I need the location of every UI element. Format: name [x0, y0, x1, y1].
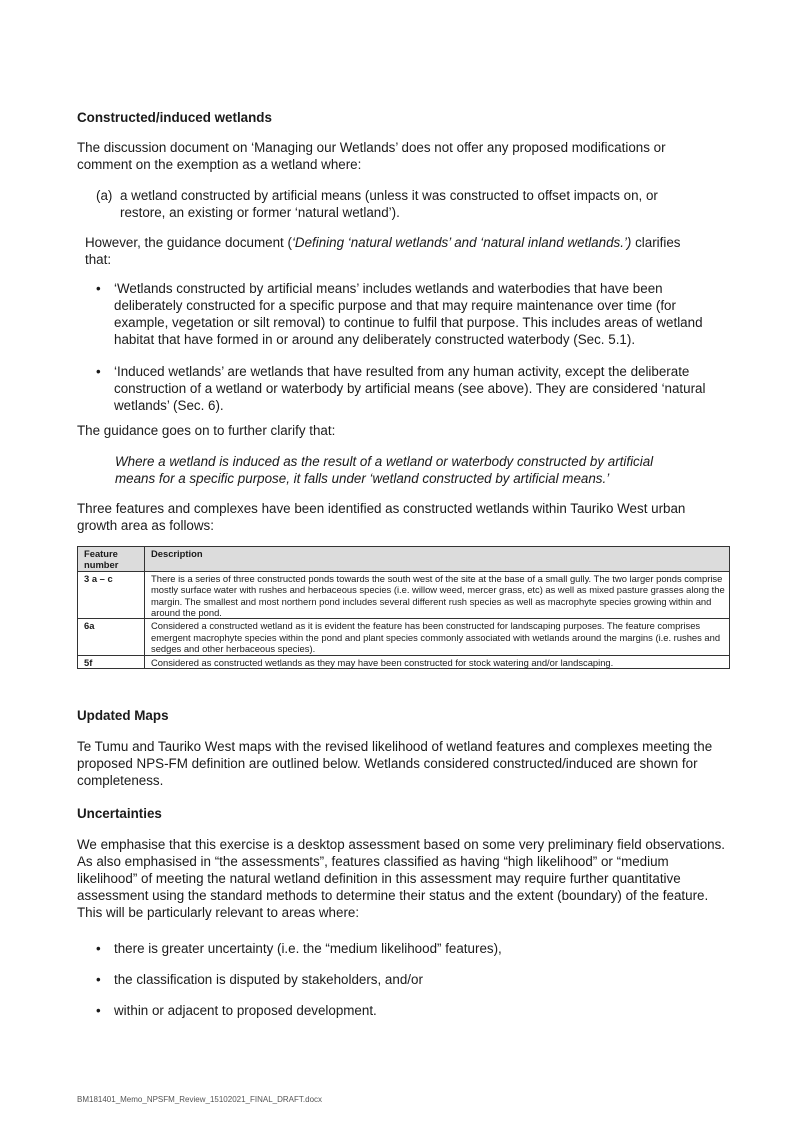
table-row — [78, 619, 730, 655]
table-row — [78, 655, 730, 668]
guidance-quote: Where a wetland is induced as the result of a wetland or waterbody constructed by artificial means for a specific purpose, it falls under ‘wetland constructed by artificial means.’ — [115, 454, 654, 486]
table-row — [78, 571, 730, 619]
header-description: Description — [145, 547, 730, 572]
uncertainties-paragraph: We emphasise that this exercise is a desktop assessment based on some very preliminary field observations. As also emphasised in “the assessments”, features classified as having “high likelihood” or “medium likelihood” of meeting the natural wetland definition in this assessment may require further quantitative assessment using the standard methods to determine their status and the extent (boundary) of the feature. This will be particularly relevant to areas where: — [77, 837, 726, 920]
description-cell: Considered a constructed wetland as it is evident the feature has been constructed for landscaping purposes. The feature comprises emergent macrophyte species within the pond and plant species commonly associated with wetlands around the margins (i.e. rushes and sedges and other herbaceous species). — [145, 619, 730, 655]
enum-marker: (a) — [96, 188, 113, 203]
bullet-icon: • — [96, 941, 101, 956]
section-heading-constructed-wetlands: Constructed/induced wetlands — [77, 110, 272, 125]
definition-bullet-list — [77, 280, 707, 414]
guidance-document-title: ‘Defining ‘natural wetlands’ and ‘natural inland wetlands.’) — [291, 235, 632, 250]
list-item — [77, 363, 707, 414]
document-footer-filename: BM181401_Memo_NPSFM_Review_15102021_FINAL_DRAFT.docx — [77, 1095, 323, 1104]
clarify-paragraph: The guidance goes on to further clarify that: — [77, 423, 336, 438]
guidance-pre: However, the guidance document ( — [85, 235, 292, 250]
bullet-text: ‘Induced wetlands’ are wetlands that have resulted from any human activity, except the deliberate construction of a wetland or waterbody by artificial means (see above). They are considered ‘natural wetlands’ (Sec. 6). — [114, 364, 706, 413]
list-item — [77, 940, 707, 957]
bullet-icon: • — [96, 281, 101, 296]
list-item — [77, 280, 707, 348]
bullet-icon: • — [96, 364, 101, 379]
description-cell: There is a series of three constructed ponds towards the south west of the site at the base of a small gully. The two larger ponds comprise mostly surface water with rushes and herbaceous species (i.e. willow weed, mercer grass, etc) as well as mixed pasture grasses along the margin. The smallest and most northern pond includes several different rush species as well as macrophyte species growing within and around the pond. — [145, 571, 730, 619]
bullet-text: there is greater uncertainty (i.e. the “medium likelihood” features), — [114, 941, 502, 956]
enumerated-item-a — [96, 187, 676, 221]
constructed-wetlands-table — [77, 546, 730, 669]
bullet-icon: • — [96, 1003, 101, 1018]
enum-text: a wetland constructed by artificial means (unless it was constructed to offset impacts on, or restore, an existing or former ‘natural wetland’). — [120, 188, 658, 220]
guidance-paragraph — [85, 234, 705, 268]
table-header-row — [78, 547, 730, 572]
section-heading-uncertainties: Uncertainties — [77, 806, 162, 821]
description-cell: Considered as constructed wetlands as they may have been constructed for stock watering and/or landscaping. — [145, 655, 730, 668]
guidance-post: clarifies that: — [85, 235, 681, 267]
list-item — [77, 1002, 707, 1019]
bullet-icon: • — [96, 972, 101, 987]
bullet-text: the classification is disputed by stakeholders, and/or — [114, 972, 423, 987]
feature-number-cell: 3 a – c — [78, 571, 145, 619]
updated-maps-paragraph: Te Tumu and Tauriko West maps with the revised likelihood of wetland features and complexes meeting the proposed NPS-FM definition are outlined below. Wetlands considered constructed/induced are shown for completeness. — [77, 739, 713, 788]
header-feature-number: Feature number — [78, 547, 145, 572]
bullet-text: within or adjacent to proposed development. — [114, 1003, 377, 1018]
features-intro-paragraph: Three features and complexes have been identified as constructed wetlands within Tauriko West urban growth area as follows: — [77, 501, 686, 533]
feature-number-cell: 5f — [78, 655, 145, 668]
uncertainties-bullet-list — [77, 940, 707, 1019]
section-heading-updated-maps: Updated Maps — [77, 708, 169, 723]
intro-paragraph: The discussion document on ‘Managing our Wetlands’ does not offer any proposed modifications or comment on the exemption as a wetland where: — [77, 140, 666, 172]
bullet-text: ‘Wetlands constructed by artificial means’ includes wetlands and waterbodies that have been deliberately constructed for a specific purpose and that may require maintenance over time (for example, vegetation or silt removal) to continue to fulfil that purpose. This includes areas of wetland habitat that have formed in or around any deliberately constructed waterbody (Sec. 5.1). — [114, 281, 703, 347]
feature-number-cell: 6a — [78, 619, 145, 655]
list-item — [77, 971, 707, 988]
